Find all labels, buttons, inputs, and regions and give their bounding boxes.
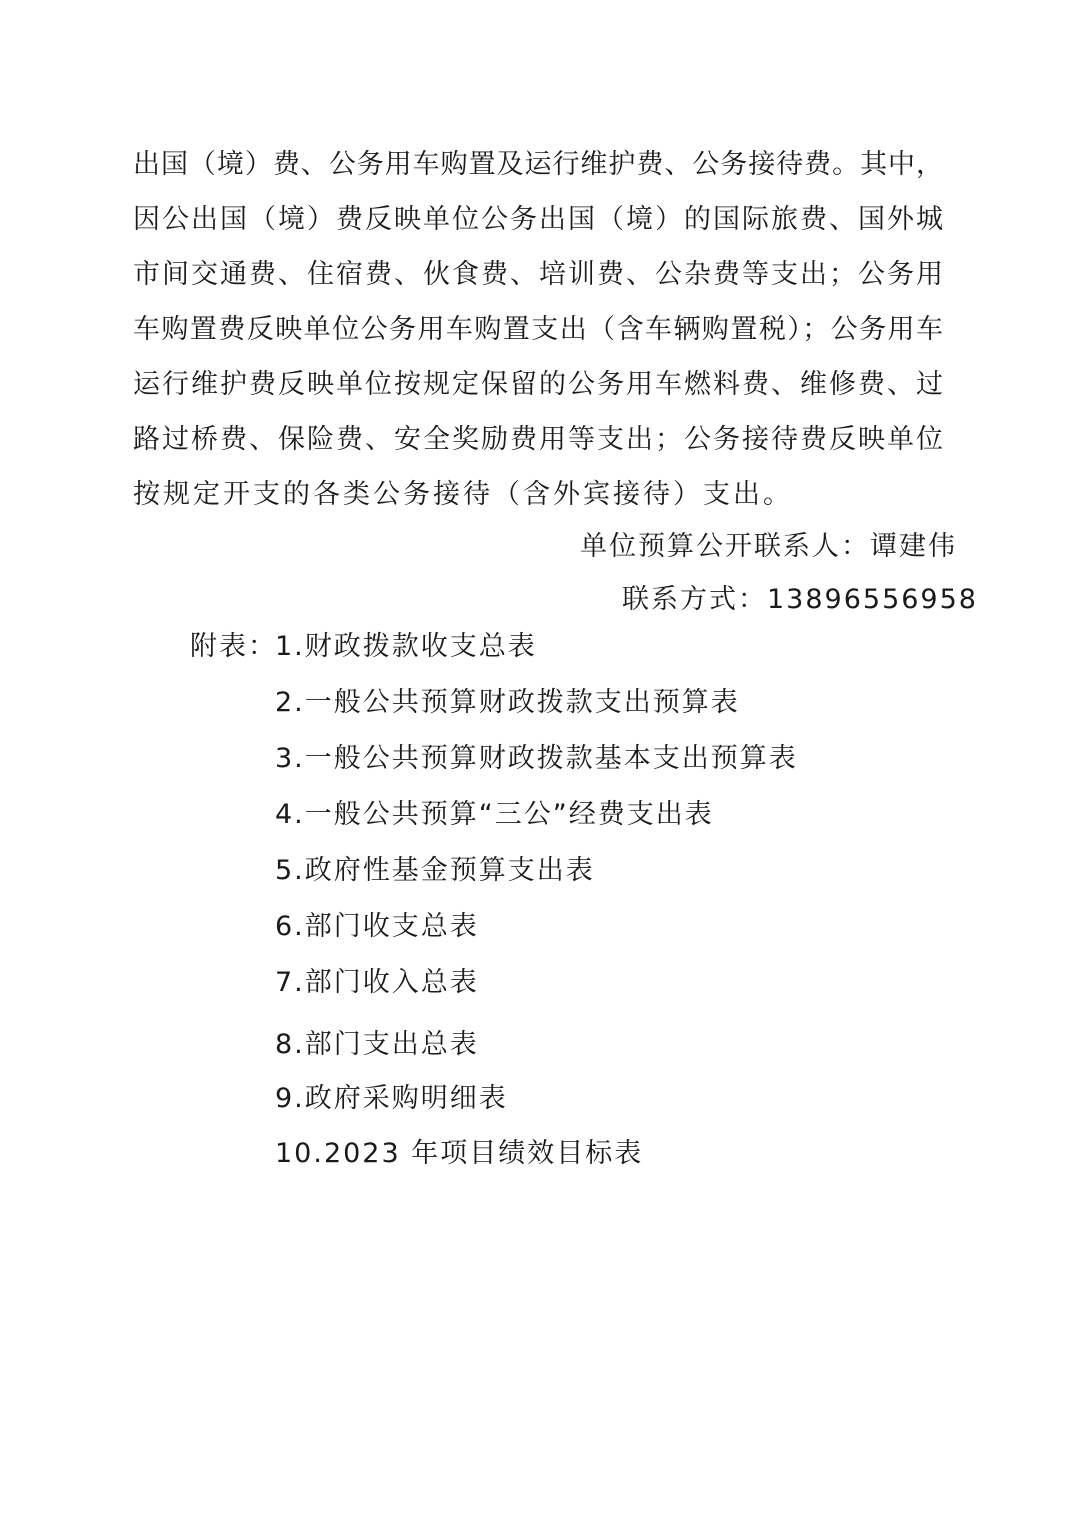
appendix-item-8: 8.部门支出总表 bbox=[275, 1029, 479, 1060]
paragraph-line-5: 运行维护费反映单位按规定保留的公务用车燃料费、维修费、过 bbox=[133, 369, 943, 400]
paragraph-line-6: 路过桥费、保险费、安全奖励费用等支出；公务接待费反映单位 bbox=[133, 424, 943, 455]
paragraph-line-4: 车购置费反映单位公务用车购置支出（含车辆购置税）；公务用车 bbox=[133, 314, 943, 345]
appendix-item-10: 10.2023 年项目绩效目标表 bbox=[275, 1138, 644, 1169]
appendix-item-1: 1.财政拨款收支总表 bbox=[275, 631, 537, 662]
paragraph-line-2: 因公出国（境）费反映单位公务出国（境）的国际旅费、国外城 bbox=[133, 204, 943, 235]
appendix-item-3: 3.一般公共预算财政拨款基本支出预算表 bbox=[275, 743, 798, 774]
paragraph-line-7: 按规定开支的各类公务接待（含外宾接待）支出。 bbox=[133, 479, 793, 510]
paragraph-line-1: 出国（境）费、公务用车购置及运行维护费、公务接待费。其中， bbox=[133, 149, 943, 180]
appendix-item-2: 2.一般公共预算财政拨款支出预算表 bbox=[275, 687, 740, 718]
appendix-label: 附表： bbox=[190, 631, 277, 662]
contact-person: 单位预算公开联系人：谭建伟 bbox=[580, 531, 957, 562]
contact-phone: 联系方式：13896556958 bbox=[622, 584, 978, 615]
appendix-item-4: 4.一般公共预算“三公”经费支出表 bbox=[275, 799, 714, 830]
appendix-item-6: 6.部门收支总表 bbox=[275, 911, 479, 942]
appendix-item-7: 7.部门收入总表 bbox=[275, 967, 479, 998]
appendix-item-5: 5.政府性基金预算支出表 bbox=[275, 855, 595, 886]
paragraph-line-3: 市间交通费、住宿费、伙食费、培训费、公杂费等支出；公务用 bbox=[133, 259, 943, 290]
appendix-item-9: 9.政府采购明细表 bbox=[275, 1083, 508, 1114]
